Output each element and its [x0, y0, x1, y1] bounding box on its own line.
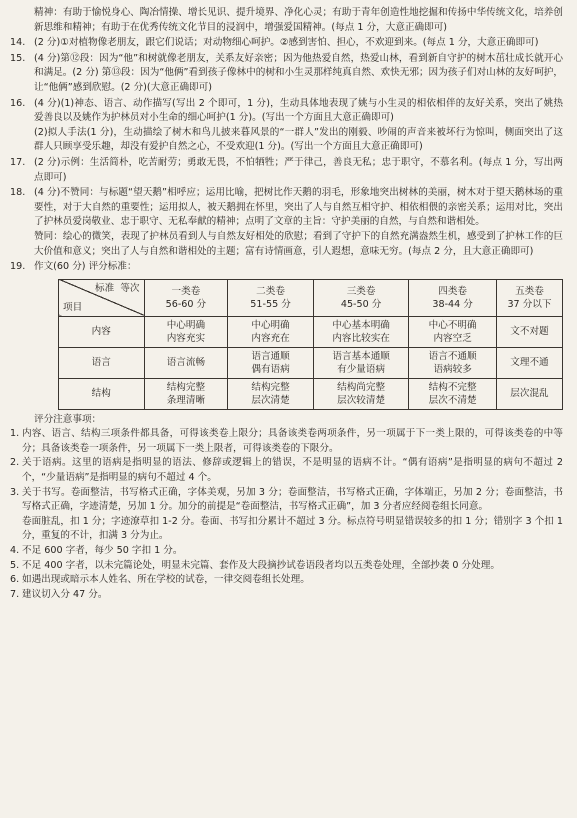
note-2: [10, 456, 563, 485]
note-5: [10, 559, 563, 574]
rubric-level-header: 二类卷 51-55 分: [228, 279, 314, 316]
note-text: 如遇出现或暗示本人姓名、所在学校的试卷，一律交阅卷组长处理。: [22, 574, 310, 586]
rubric-level-header: 四类卷 38-44 分: [409, 279, 497, 316]
rubric-row-label: 语言: [59, 347, 145, 378]
note-4: [10, 544, 563, 559]
note-number: 6.: [10, 574, 20, 586]
rubric-cell: 文不对题: [496, 316, 562, 347]
rubric-cell: 语言通顺 偶有语病: [228, 347, 314, 378]
rubric-cell: 中心基本明确 内容比较实在: [313, 316, 408, 347]
rubric-cell: 语言流畅: [144, 347, 228, 378]
rubric-level-header: 五类卷 37 分以下: [496, 279, 562, 316]
item-text: 作文(60 分) 评分标准：: [34, 261, 137, 273]
item-text-extra: 赞同：绘心的微笑，表现了护林员看到人与自然友好相处的欣慰；看到了守护下的自然充满盎然生机，感受到了护林工作的巨大价值和意义；突出了人与自然和谐相处的主题；富有诗情画意，引人遐想，意味无穷。(每点 2 分，且大意正确即可): [34, 230, 563, 257]
note-number: 5.: [10, 559, 20, 571]
rubric-cell: 中心明确 内容充实: [144, 316, 228, 347]
item-text: (4 分)第⑫段：因为“他”和树就像老朋友，关系友好亲密；因为他热爱自然，热爱山林，看到新自守护的树木茁壮成长就开心和满足。(2 分) 第⑬段：因为“他俩”看到孩子像林中的树和小生灵那样纯真自然、欢快无邪；因为孩子们对山林的友好呵护，让“他俩”感到欣慰。(2 分)(大意正确即可): [34, 52, 563, 93]
note-number: 4.: [10, 545, 20, 557]
corner-top: 等次: [120, 282, 140, 294]
item-text: (4 分)(1)神态、语言、动作描写(写出 2 个即可，1 分)，生动具体地表现了姚与小生灵的相依相伴的友好关系，突出了姚热爱善良以及姚作为护林员对小生命的细心呵护(1 分)。(写出一个方面且大意正确即可): [34, 97, 563, 124]
item-text-extra: (2)拟人手法(1 分)，生动描绘了树木和鸟儿披来暮风景的“一群人”发出的刚毅、吵闹的声音来被坏行为惊叫，侧面突出了这群人只顾享受乐趣，却没有爱护自然之心，不受欢迎(1 分)。(写出一个方面且大意正确即可): [34, 126, 563, 153]
note-number: 2.: [10, 457, 20, 469]
rubric-cell: 结构完整 层次清楚: [228, 378, 314, 409]
item-text: (2 分)①对植物像老朋友，跟它们说话；对动物细心呵护。②感到害怕、担心，不欢迎到来。(每点 1 分，大意正确即可): [34, 37, 539, 49]
notes-title: 评分注意事项：: [34, 413, 102, 425]
rubric-corner-cell: [59, 279, 145, 316]
rubric-cell: 文理不通: [496, 347, 562, 378]
item-number: 17.: [10, 156, 26, 168]
rubric-cell: 中心不明确 内容空乏: [409, 316, 497, 347]
rubric-cell: 结构不完整 层次不清楚: [409, 378, 497, 409]
item-number: 15.: [10, 52, 26, 64]
rubric-row-structure: [59, 378, 563, 409]
item-number: 16.: [10, 97, 26, 109]
note-7: [10, 588, 563, 603]
corner-left-top: 标准: [95, 282, 115, 294]
answer-item-16: [10, 97, 563, 155]
answer-item-19: [10, 260, 563, 275]
item-text: (4 分)不赞同：与标题“望天鹅”相呼应；运用比喻，把树比作天鹅的羽毛，形象地突出树林的美丽，树木对于望天鹅林场的重要性，对于大自然的重要性；运用拟人，被天鹅拥在怀里，突出了人与自然互相守护、相依相偎的亲密关系；运用对比，突出了护林员爱岗敬业、忠于职守、无私奉献的精神；点明了文章的主旨：守护美丽的自然，与自然和谐相处。: [34, 187, 563, 228]
rubric-cell: 语言基本通顺 有少量语病: [313, 347, 408, 378]
rubric-cell: 层次混乱: [496, 378, 562, 409]
answer-item-17: [10, 156, 563, 185]
answer-item-18: [10, 186, 563, 259]
note-text: 建议切入分 47 分。: [22, 588, 108, 600]
rubric-row-label: 结构: [59, 378, 145, 409]
answer-item-15: [10, 52, 563, 96]
rubric-cell: 结构尚完整 层次较清楚: [313, 378, 408, 409]
answer-item-14: [10, 36, 563, 51]
note-text: 不足 400 字者，以未完篇论处，明显未完篇、套作及大段摘抄试卷语段者均以五类卷处理，全部抄袭 0 分处理。: [22, 559, 500, 571]
rubric-row-content: [59, 316, 563, 347]
top-paragraph: 精神：有助于愉悦身心、陶冶情操、增长见识、提升境界、净化心灵；有助于青年创造性地挖掘和传扬中华传统文化，培养创新思维和精神；有助于在优秀传统文化节目的浸润中，增强爱国精神。(每点 1 分，大意正确即可): [34, 7, 563, 33]
item-number: 18.: [10, 187, 26, 199]
note-text-extra: 卷面脏乱，扣 1 分；字迹潦草扣 1-2 分。卷面、书写扣分累计不超过 3 分。标点符号明显错误较多的扣 1 分；错别字 3 个扣 1 分，重复的不计，扣满 3 分为止。: [22, 515, 563, 542]
item-text: (2 分)示例：生活简朴，吃苦耐劳；勇敢无畏，不怕牺牲；严于律己，善良无私；忠于职守，不慕名利。(每点 1 分，写出两点即可): [34, 156, 563, 183]
rubric-cell: 结构完整 条理清晰: [144, 378, 228, 409]
note-3: [10, 486, 563, 544]
note-number: 7.: [10, 588, 20, 600]
rubric-level-header: 一类卷 56-60 分: [144, 279, 228, 316]
note-number: 3.: [10, 486, 20, 498]
note-text: 关于书写。卷面整洁，书写格式正确，字体美观，另加 3 分；卷面整洁，书写格式正确，字体端正，另加 2 分；卷面整洁，书写格式正确，字迹清楚，另加 1 分。加分的前提是“卷面整洁，书写格式正确”，加 3 分者应经阅卷组长同意。: [22, 486, 563, 513]
note-text: 关于语病。这里的语病是指明显的语法、修辞或逻辑上的错误，不是明显的语病不计。“偶有语病”是指明显的病句不超过 2 个，“少量语病”是指明显的病句不超过 4 个。: [22, 457, 563, 484]
scoring-rubric-table: [58, 279, 563, 410]
note-text: 不足 600 字者，每少 50 字扣 1 分。: [22, 545, 183, 557]
rubric-row-language: [59, 347, 563, 378]
note-1: [10, 427, 563, 456]
note-text: 内容、语言、结构三项条件都具备，可得该类卷上限分；具备该类卷两项条件，另一项属于下一类上限的，可得该类卷的中等分；具备该类卷一项条件，另一项属下一类上限者，可得该类卷的下限分。: [22, 428, 563, 454]
rubric-cell: 中心明确 内容充在: [228, 316, 314, 347]
note-6: [10, 573, 563, 588]
item-number: 19.: [10, 261, 26, 273]
note-number: 1.: [10, 428, 20, 440]
corner-bottom: 项目: [63, 301, 83, 313]
rubric-row-label: 内容: [59, 316, 145, 347]
item-number: 14.: [10, 37, 26, 49]
rubric-cell: 语言不通顺 语病较多: [409, 347, 497, 378]
rubric-level-header: 三类卷 45-50 分: [313, 279, 408, 316]
